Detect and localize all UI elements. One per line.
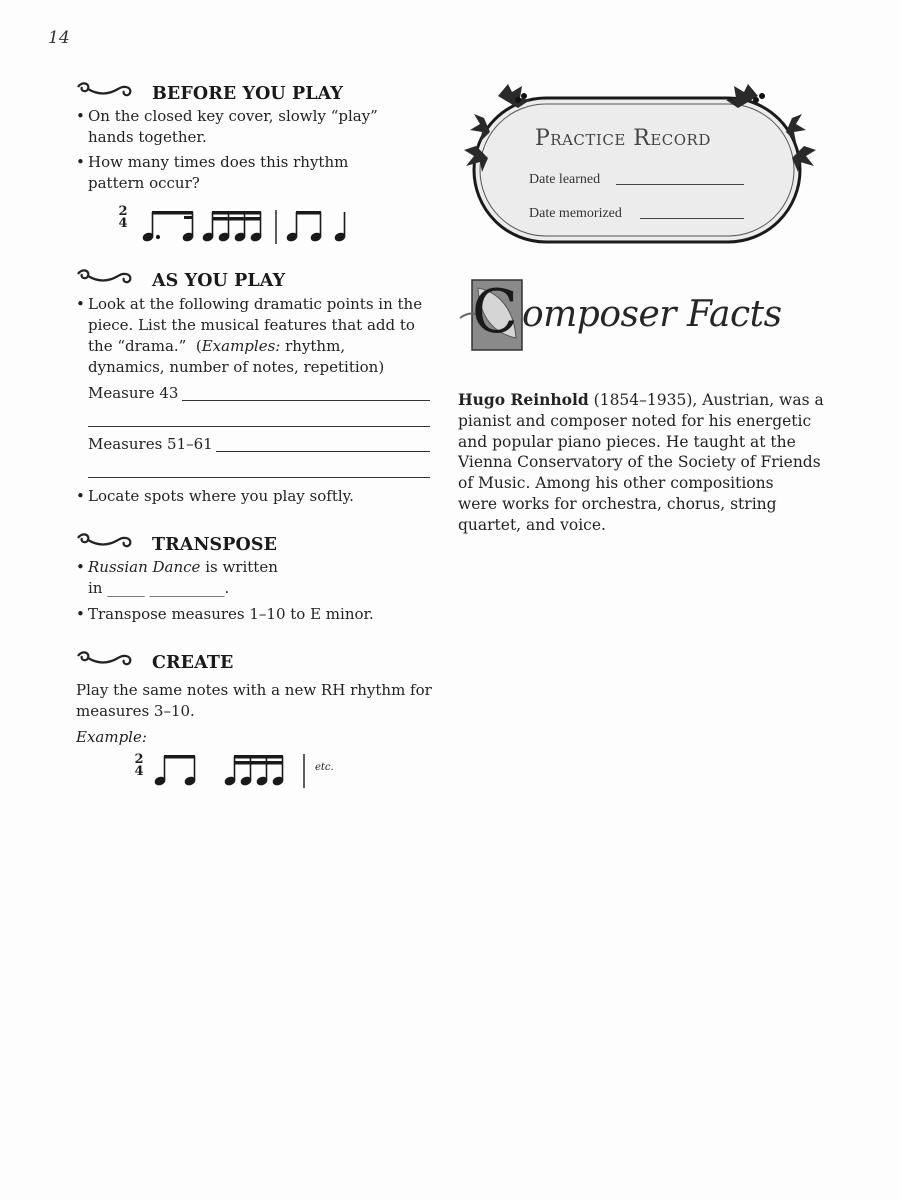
etc-label: etc. xyxy=(315,762,334,773)
bullet-text: On the closed key cover, slowly “play” xyxy=(88,107,378,125)
drop-cap-letter: C xyxy=(472,277,518,347)
bullet-locate-softly: • Locate spots where you play softly. xyxy=(76,487,354,505)
ornament-scroll-icon xyxy=(74,79,136,101)
as-you-play-instructions: • Look at the following dramatic points in the piece. List the musical features that add to the “drama.” (Examples: rhythm, dynamics, number of notes, repetition) xyxy=(76,295,423,376)
measures-51-61-label: Measures 51–61 xyxy=(88,435,213,453)
bullet-text: hands together. xyxy=(88,128,207,146)
answer-line xyxy=(182,400,430,401)
time-signature: 2 4 xyxy=(134,752,144,779)
bullet-text: How many times does this rhythm xyxy=(88,153,349,171)
heading-as-you-play: AS YOU PLAY xyxy=(152,271,286,291)
page-number: 14 xyxy=(48,28,70,48)
heading-transpose: TRANSPOSE xyxy=(152,535,278,555)
measure-43-label: Measure 43 xyxy=(88,384,179,402)
date-memorized-line xyxy=(640,218,744,219)
heading-before-you-play: BEFORE YOU PLAY xyxy=(152,84,344,104)
practice-record-title: Practice Record xyxy=(535,126,711,151)
practice-record-frame xyxy=(458,76,822,248)
example-notes-icon xyxy=(150,752,310,788)
composer-facts-title: omposer Facts xyxy=(522,294,782,335)
heading-create: CREATE xyxy=(152,653,234,673)
rhythm-pattern xyxy=(112,206,372,246)
time-signature: 2 4 xyxy=(118,204,128,231)
composer-name: Hugo Reinhold xyxy=(458,390,589,409)
bullet-text: pattern occur? xyxy=(88,174,200,192)
answer-line xyxy=(88,426,430,427)
example-label: Example: xyxy=(76,728,147,746)
answer-line xyxy=(88,477,430,478)
before-you-play-bullets: • On the closed key cover, slowly “play” hands together. • How many times does this rhythm pattern occur? xyxy=(76,107,378,192)
ornament-scroll-icon xyxy=(74,648,136,670)
create-line-1: Play the same notes with a new RH rhythm for xyxy=(76,681,432,699)
create-line-2: measures 3–10. xyxy=(76,702,195,720)
rhythm-notes-icon xyxy=(136,206,376,244)
composer-bio: Hugo Reinhold (1854–1935), Austrian, was a pianist and composer noted for his energetic and popular piano pieces. He taught at the Vienna Conservatory of the Society of Friends of Music. Among his other compositions were works for orchestra, chorus, string quartet, and voice. xyxy=(458,390,824,534)
ornament-scroll-icon xyxy=(74,530,136,552)
date-learned-label: Date learned xyxy=(529,172,601,187)
ornament-scroll-icon xyxy=(74,266,136,288)
example-rhythm xyxy=(130,752,350,792)
transpose-bullets: • Russian Dance is written in _____ __________. • Transpose measures 1–10 to E minor. xyxy=(76,558,374,623)
date-learned-line xyxy=(616,184,744,185)
date-memorized-label: Date memorized xyxy=(529,206,622,221)
answer-line xyxy=(216,451,430,452)
